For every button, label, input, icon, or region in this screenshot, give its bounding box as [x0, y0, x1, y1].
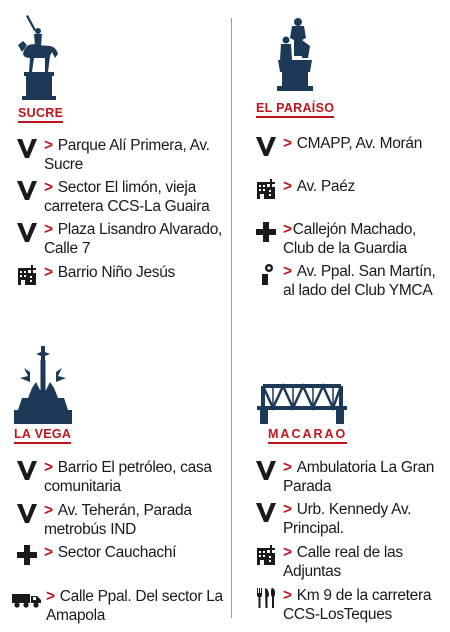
list-item: [16, 178, 230, 216]
item-text: Parque Alí Primera, Av. Sucre: [44, 137, 210, 173]
utensils-icon: [255, 587, 277, 609]
list-item: [255, 220, 445, 258]
arrow-marker: >: [44, 264, 53, 281]
arrow-marker: >: [283, 501, 292, 518]
item-text: Urb. Kennedy Av. Principal.: [283, 501, 412, 537]
list-item: [255, 177, 447, 200]
statue-group-icon: [272, 16, 318, 92]
arrow-marker: >: [44, 137, 53, 154]
list-item: [16, 220, 226, 258]
item-text: Calle real de las Adjuntas: [283, 544, 403, 580]
v-icon: [255, 135, 277, 157]
v-icon: [16, 459, 38, 481]
v-icon: [16, 221, 38, 243]
list-item: [16, 458, 226, 496]
item-text: Av. Teherán, Parada metrobús IND: [44, 502, 192, 538]
list-item: [255, 543, 445, 581]
list-item: [16, 501, 226, 539]
arrow-marker: >: [44, 221, 53, 238]
item-text: Ambulatoria La Gran Parada: [283, 459, 435, 495]
arrow-marker: >: [44, 459, 53, 476]
item-text: CMAPP, Av. Morán: [296, 135, 423, 152]
item-text: Calle Ppal. Del sector La Amapola: [46, 588, 223, 624]
list-item: [255, 262, 449, 300]
list-item: [255, 586, 445, 624]
item-text: Av. Paéz: [296, 178, 355, 195]
item-text: Plaza Lisandro Alvarado, Calle 7: [44, 221, 223, 257]
building-icon: [255, 178, 277, 200]
hydrant-icon: [255, 263, 277, 285]
list-item: [16, 136, 226, 174]
list-item: [16, 543, 226, 566]
district-title: LA VEGA: [14, 427, 72, 441]
cross-icon: [255, 221, 277, 243]
arrow-marker: >: [283, 135, 292, 152]
item-text: Barrio El petróleo, casa comunitaria: [44, 459, 212, 495]
list-item: [16, 263, 226, 286]
arrow-marker: >: [46, 588, 55, 605]
v-icon: [16, 137, 38, 159]
item-text: Av. Ppal. San Martín, al lado del Club YMCA: [283, 263, 436, 299]
truck-icon: [12, 588, 42, 610]
arrow-marker: >: [283, 263, 292, 280]
district-title: SUCRE: [18, 106, 64, 120]
district-title: EL PARAÍSO: [256, 101, 335, 115]
column-divider: [231, 18, 232, 618]
district-title: MACARAO: [268, 427, 348, 441]
list-item: [255, 500, 445, 538]
item-text: Callejón Machado, Club de la Guardia: [283, 221, 417, 257]
building-icon: [255, 544, 277, 566]
list-item: [12, 587, 226, 625]
item-text: Km 9 de la carretera CCS-LosTeques: [283, 587, 432, 623]
bridge-icon: [255, 378, 349, 424]
v-icon: [16, 502, 38, 524]
item-text: Sector Cauchachí: [57, 544, 177, 561]
list-item: [255, 134, 447, 157]
arrow-marker: >: [44, 502, 53, 519]
arrow-marker: >: [283, 544, 292, 561]
cross-icon: [16, 544, 38, 566]
arrow-marker: >: [44, 544, 53, 561]
v-icon: [255, 459, 277, 481]
arrow-marker: >: [283, 587, 292, 604]
item-text: Sector El limón, vieja carretera CCS-La Guaira: [44, 179, 210, 215]
arrow-marker: >: [283, 178, 292, 195]
equestrian-statue-icon: [14, 12, 64, 100]
monument-icon: [12, 346, 74, 426]
v-icon: [255, 501, 277, 523]
arrow-marker: >: [283, 221, 292, 238]
list-item: [255, 458, 447, 496]
v-icon: [16, 179, 38, 201]
arrow-marker: >: [44, 179, 53, 196]
item-text: Barrio Niño Jesús: [57, 264, 175, 281]
arrow-marker: >: [283, 459, 292, 476]
building-icon: [16, 264, 38, 286]
